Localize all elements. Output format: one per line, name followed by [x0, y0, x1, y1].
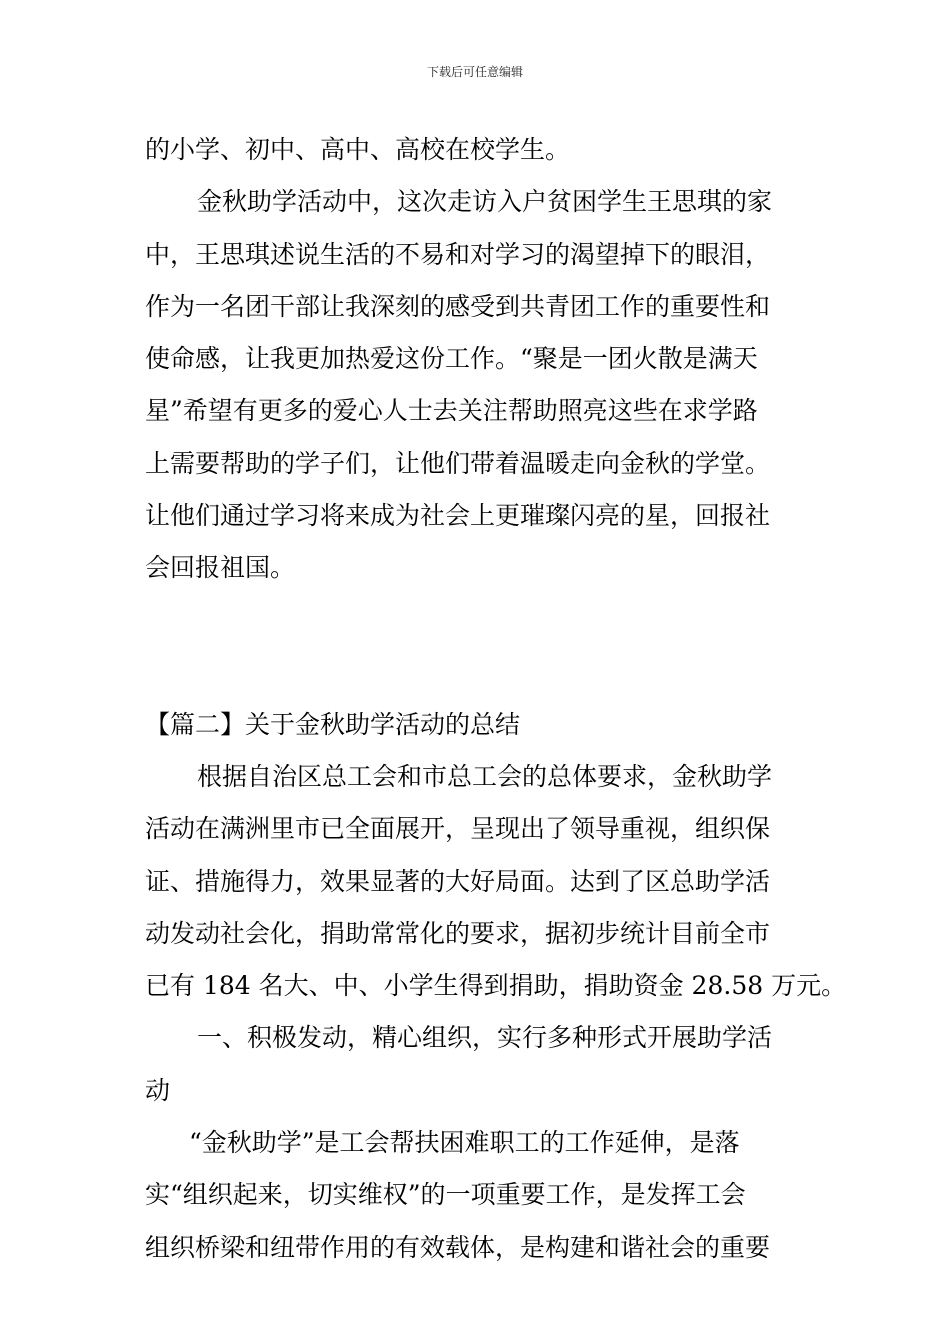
paragraph-line: 组织桥梁和纽带作用的有效载体，是构建和谐社会的重要 [145, 1232, 771, 1262]
paragraph-line: 金秋助学活动中，这次走访入户贫困学生王思琪的家 [197, 187, 773, 217]
document-body [145, 124, 847, 1274]
paragraph-line: 证、措施得力，效果显著的大好局面。达到了区总助学活 [145, 866, 771, 896]
section-title: 【篇二】关于金秋助学活动的总结 [145, 709, 521, 739]
paragraph-line: 动发动社会化，捐助常常化的要求，据初步统计目前全市 [145, 918, 771, 948]
paragraph-line: 已有 184 名大、中、小学生得到捐助，捐助资金 28.58 万元。 [145, 971, 847, 1001]
paragraph-line: 星”希望有更多的爱心人士去关注帮助照亮这些在求学路 [145, 396, 758, 426]
page-header: 下载后可任意编辑 [426, 65, 523, 79]
paragraph-line: 中，王思琪述说生活的不易和对学习的渴望掉下的眼泪， [145, 239, 771, 269]
paragraph-line: 上需要帮助的学子们，让他们带着温暖走向金秋的学堂。 [145, 448, 771, 478]
paragraph-line: 使命感，让我更加热爱这份工作。“聚是一团火散是满天 [145, 344, 758, 374]
paragraph-line: 根据自治区总工会和市总工会的总体要求，金秋助学 [197, 761, 773, 791]
subheading-line: 一、积极发动，精心组织，实行多种形式开展助学活 [197, 1023, 773, 1053]
paragraph-line: 活动在满洲里市已全面展开，呈现出了领导重视，组织保 [145, 814, 771, 844]
paragraph-line: 让他们通过学习将来成为社会上更璀璨闪亮的星，回报社 [145, 501, 771, 531]
paragraph-line: “金秋助学”是工会帮扶困难职工的工作延伸，是落 [189, 1128, 740, 1158]
paragraph-line: 会回报祖国。 [145, 553, 296, 583]
paragraph-line: 作为一名团干部让我深刻的感受到共青团工作的重要性和 [145, 291, 771, 321]
paragraph-line: 的小学、初中、高中、高校在校学生。 [145, 135, 571, 164]
subheading-line: 动 [145, 1075, 171, 1105]
section-gap [145, 595, 825, 699]
paragraph-line: 实“组织起来，切实维权”的一项重要工作，是发挥工会 [145, 1180, 746, 1210]
